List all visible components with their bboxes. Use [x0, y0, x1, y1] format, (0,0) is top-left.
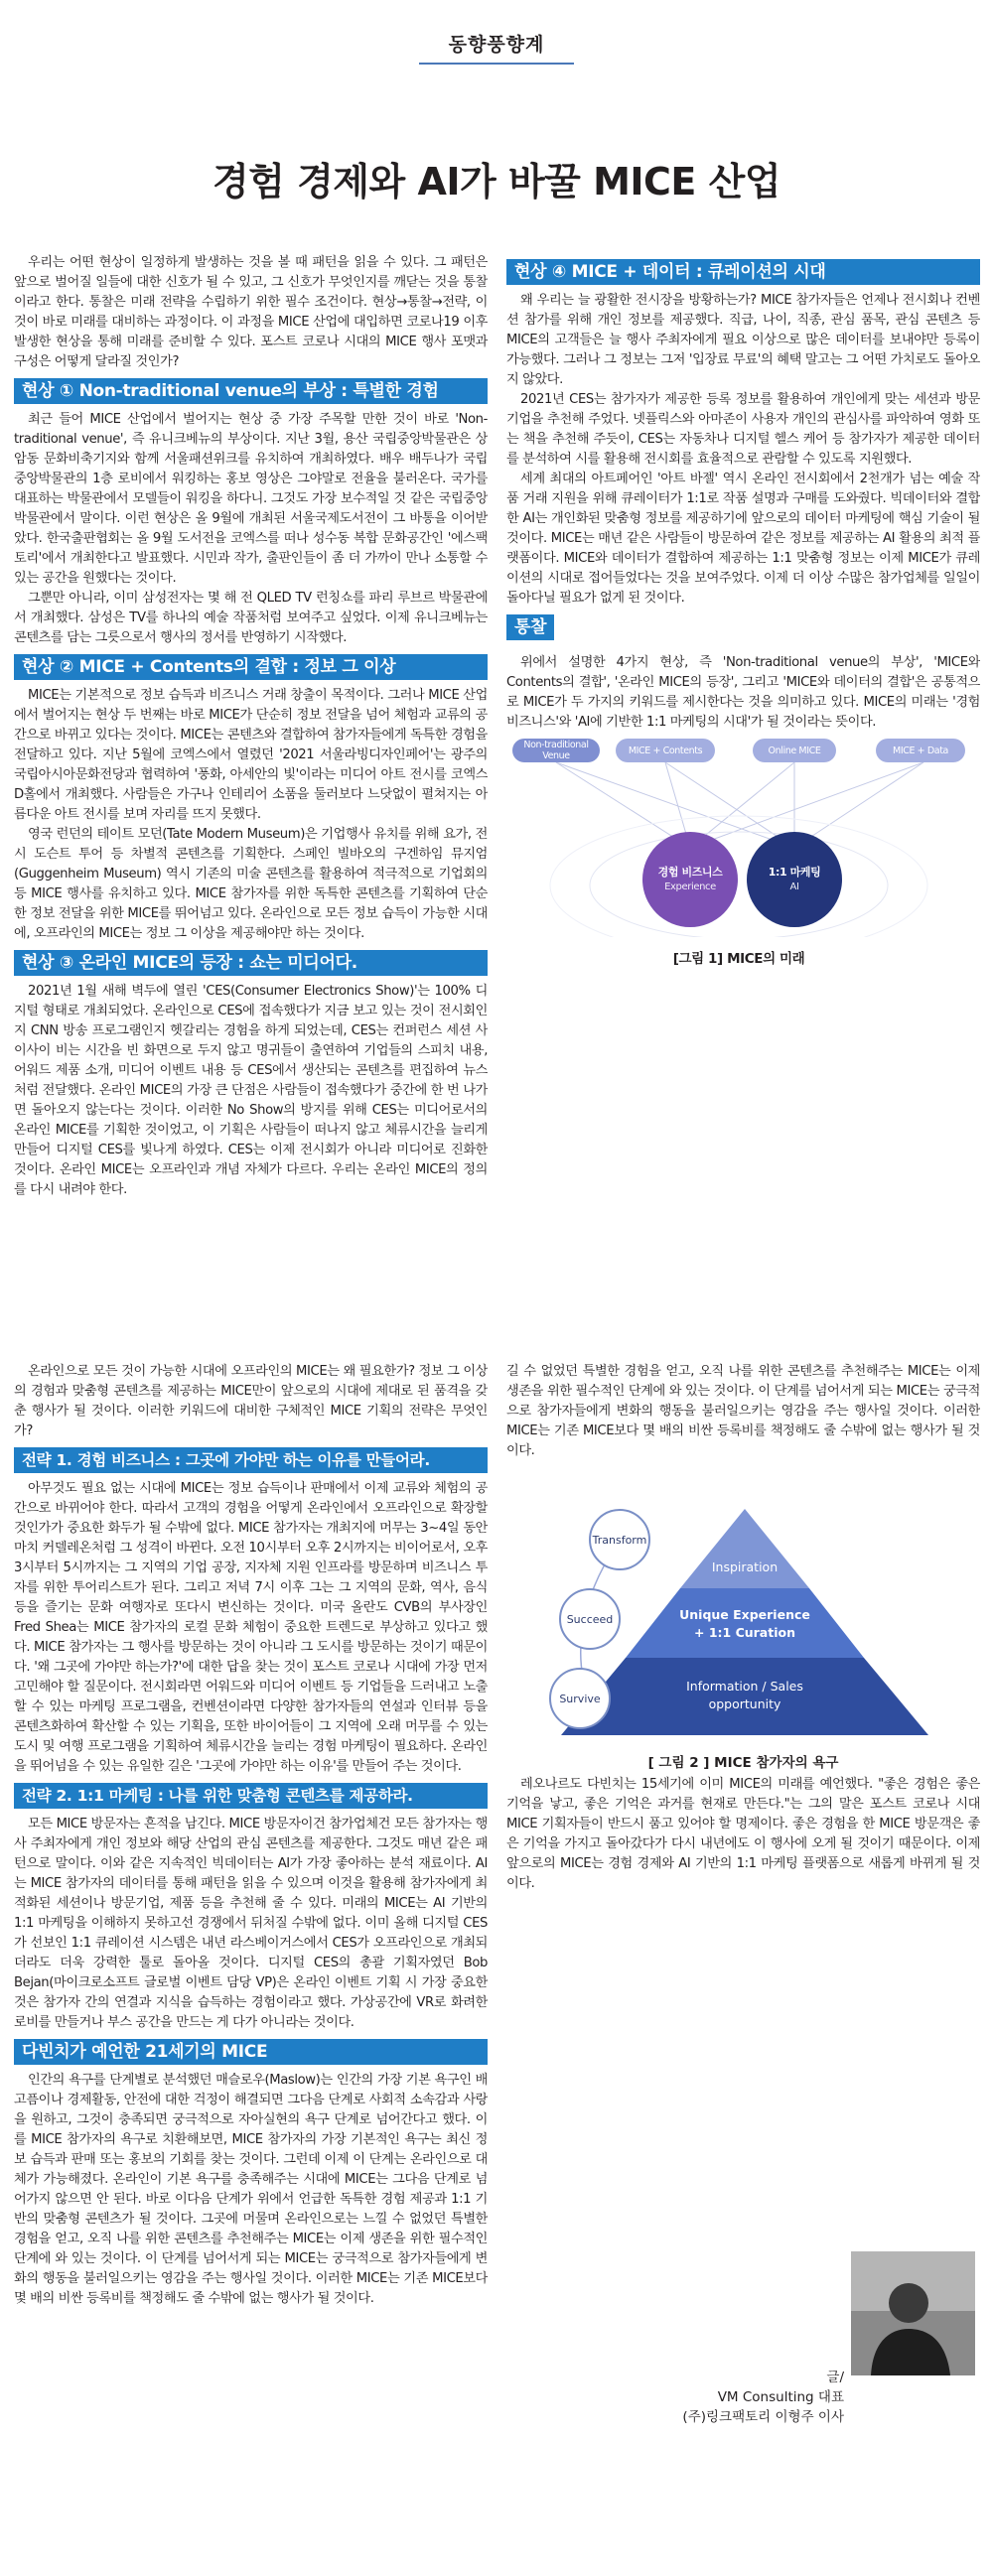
paragraph: 인간의 욕구를 단계별로 분석했던 매슬로우(Maslow)는 인간의 가장 기본 욕구인 배고픔이나 경제활동, 안전에 대한 걱정이 해결되면 그다음 단계로 사회적 소속감과 사랑을 원하고, 그것이 충족되면 궁극적으로 자아실현의 욕구 단계로 넘어간다고 했다. 이를 MICE 참가자의 욕구로 치환해보면, MICE 참가자의 가장 기본적인 욕구는 최신 정보 습득과 판매 또는 홍보의 기회를 찾는 것이다. 그런데 이제 이 단계는 온라인으로 대체가 가능해졌다. 온라인이 기본 욕구를 충족해주는 시대에 MICE는 그다음 단계로 넘어가지 않으면 안 된다. 바로 이다음 단계가 위에서 언급한 독특한 경험 제공과 1:1 기반의 맞춤형 콘텐츠가 될 것이다. 그곳에 머물며 온라인으로는 느낄 수 없었던 특별한 경험을 얻고, 오직 나를 위한 콘텐츠를 추천해주는 MICE는 이제 생존을 위한 필수적인 단계에 와 있는 것이다. 이 단계를 넘어서게 되는 MICE는 궁극적으로 참가자들에게 변화의 행동을 불러일으키는 영감을 주는 행사일 것이다. 이러한 MICE는 기존 MICE보다 몇 배의 비싼 등록비를 책정해도 줄 수밖에 없는 행사가 될 것이다. [14, 2073, 488, 2306]
paragraph: 2021년 1월 새해 벽두에 열린 'CES(Consumer Electronics Show)'는 100% 디지털 형태로 개최되었다. 온라인으로 CES에 접속했다가 지금 보고 있는 것이 전시회인지 CNN 방송 프로그램인지 헷갈리는 경험을 하게 되었는데, CES는 컨퍼런스 세션 사이사이 비는 시간을 빈 화면으로 두지 않고 명귀들이 출연하여 기업들의 스피치 내용, 어워드 제품 소개, 미디어 이벤트 내용 등 CES에서 생산되는 콘텐츠를 편집하여 뉴스처럼 전달했다. 온라인 MICE의 가장 큰 단점은 사람들이 접속했다가 중간에 한 번 나가면 돌아오지 않는다는 것이다. 이러한 No Show의 방지를 위해 CES는 미디어로서의 온라인 MICE를 기획한 것이었고, 이 기획은 사람들이 떠나지 않고 체류시간을 늘리게 만들어 디지털 CES를 빛나게 하였다. CES는 이제 전시회가 아니라 미디어로 진화한 것이다. 온라인 MICE는 오프라인과 개념 자체가 다르다. 우리는 온라인 MICE의 정의를 다시 내려야 한다. [14, 984, 488, 1197]
paragraph: 위에서 설명한 4가지 현상, 즉 'Non-traditional venue의 부상', 'MICE와 Contents의 결합', '온라인 MICE의 등장', 그리고 'MICE와 데이터의 결합'은 공통적으로 MICE가 두 가지의 키워드를 제시한다는 것을 의미하고 있다. MICE의 미래는 '경험 비즈니스'와 'AI에 기반한 1:1 마케팅의 시대'가 될 것이라는 뜻이다. [506, 655, 980, 730]
pyramid-mid-line2: + 1:1 Curation [694, 1625, 795, 1640]
section-tag: 동향풍향계 [419, 30, 574, 65]
paragraph: 아무것도 필요 없는 시대에 MICE는 정보 습득이나 판매에서 이제 교류와 체험의 공간으로 바뀌어야 한다. 따라서 고객의 경험을 어떻게 온라인에서 오프라인으로 확장할 것인가가 중요한 화두가 될 수밖에 없다. MICE 참가자는 개최지에 머무는 3~4일 동안 마치 커델레온처럼 그 성격이 바뀐다. 오전 10시부터 오후 2시까지는 비이어로서, 오후 3시부터 5시까지는 그 지역의 기업 공장, 지자체 지원 인프라를 방문하며 비즈니스 투자를 위한 투어리스트가 된다. 그리고 저녁 7시 이후 그는 그 지역의 문화, 역사, 음식 등을 즐기는 문화 여행자로 또다시 변신하는 것이다. 미국 올란도 CVB의 부사장인 Fred Shea는 MICE 참가자의 로컬 문화 체험이 중요한 트렌드로 부상하고 있다고 했다. MICE 참가자는 그 행사를 방문하는 것이 아니라 그 도시를 방문하는 것이기 때문이다. '왜 그곳에 가야만 하는가?'에 대한 답을 찾는 것이 포스트 코로나 시대에 가장 먼저 고민해야 할 질문이다. 전시회라면 어워드와 미디어 이벤트 등 기업들을 드러내고 노출할 수 있는 마케팅 프로그램을, 컨벤션이라면 다양한 참가자들의 연설과 인터뷰 등을 콘텐츠화하여 확산할 수 있는 기획을, 또한 바이어들이 그 지역에 오래 머무를 수 있는 도시 및 여행 프로그램을 기획하여 체류시간을 늘리는 경험 마케팅이 필요하다. 온라인을 뛰어넘을 수 있는 유일한 길은 '그곳에 가야만 하는 이유'를 만들어 주는 것이다. [14, 1481, 488, 1774]
ring-transform: Transform [589, 1509, 650, 1570]
paragraph: 왜 우리는 늘 광활한 전시장을 방황하는가? MICE 참가자들은 언제나 전시회나 컨벤션 참가를 위해 개인 정보를 제공했다. 직급, 나이, 직종, 관심 품목, 관심 콘텐츠 등 MICE의 고객들은 늘 행사 주최자에게 필요 이상으로 많은 데이터를 보내야만 등록이 가능했다. 그러나 그 정보는 그저 '입장료 무료'의 혜택 말고는 그 어떤 가치로도 돌아오지 않았다. [506, 293, 980, 387]
figure1-connectors [506, 739, 971, 937]
top-right-column [506, 253, 980, 1330]
paragraph: 온라인으로 모든 것이 가능한 시대에 오프라인의 MICE는 왜 필요한가? 정보 그 이상의 경험과 맞춤형 콘텐츠를 제공하는 MICE만이 앞으로의 시대에 제대로 된 품격을 갖춘 행사가 될 것이다. 이러한 키워드에 대비한 구체적인 MICE 기획의 전략은 무엇인가? [14, 1364, 488, 1438]
article-title: 경험 경제와 AI가 바꿀 MICE 산업 [212, 160, 781, 203]
author-portrait-icon [851, 2251, 975, 2375]
paragraph: 최근 들어 MICE 산업에서 벌어지는 현상 중 가장 주목할 만한 것이 바로 'Non-traditional venue', 즉 유니크베뉴의 부상이다. 지난 3월, 용산 국립중앙박물관은 상암동 문화비축기지와 함께 서울패션위크를 유치하여 개최하였다. 배우 배두나가 국립중앙박물관의 1층 로비에서 워킹하는 홍보 영상은 그야말로 전율을 불러온다. 국가를 대표하는 박물관에서 모델들이 워킹을 하다니. 그것도 가장 보수적일 것 같은 국립중앙박물관에서 말이다. 이런 현상은 올 9월에 개최된 서울국제도서전이 그 바통을 이어받았다. 한국출판협회는 올 9월 도서전을 코엑스를 떠나 성수동 복합 문화공간인 '에스팩토리'에서 개최한다고 발표했다. 시민과 작가, 출판인들이 좀 더 가까이 만나 소통할 수 있는 공간을 원했다는 것이다. [14, 412, 488, 586]
author-title: VM Consulting 대표 [717, 2389, 844, 2405]
heading-davinci: 다빈치가 예언한 21세기의 MICE [14, 2039, 488, 2065]
circle-left-sub: Experience [664, 881, 716, 892]
author-info [636, 2368, 844, 2427]
pyramid-mid-label [640, 1606, 849, 1642]
heading-phenomenon-1: 현상 ① Non-traditional venue의 부상 : 특별한 경험 [14, 378, 488, 404]
bottom-left-column [14, 1362, 488, 2568]
heading-insight: 통찰 [506, 614, 554, 640]
circle-one-to-one-marketing [747, 832, 842, 927]
paragraph: 세계 최대의 아트페어인 '아트 바젤' 역시 온라인 전시회에서 2천개가 넘는 예술 작품 거래 지원을 위해 큐레이터가 1:1로 작품 설명과 구매를 도와줬다. 빅데이터와 결합한 AI는 개인화된 맞춤형 정보를 제공하기에 앞으로의 데이터 마케팅에 핵심 기술이 될 것이다. MICE는 매년 같은 사람들이 방문하여 같은 정보를 제공하는 AI 활용의 최적 플랫폼이다. MICE와 데이터가 결합하여 제공하는 1:1 맞춤형 정보는 이제 MICE가 큐레이션의 시대로 접어들었다는 것을 보여주었다. 이제 더 이상 수많은 참가업체를 일일이 돌아다닐 필요가 없게 된 것이다. [506, 472, 980, 606]
heading-phenomenon-2: 현상 ② MICE + Contents의 결합 : 정보 그 이상 [14, 654, 488, 680]
pyramid-bottom-line1: Information / Sales [686, 1679, 803, 1694]
author-photo [851, 2251, 975, 2375]
pill-mice-data: MICE + Data [876, 739, 965, 762]
circle-experience-business [642, 832, 738, 927]
paragraph: 영국 런던의 테이트 모던(Tate Modern Museum)은 기업행사 유치를 위해 요가, 전시 도슨트 투어 등 차별적 콘텐츠를 기획한다. 스페인 빌바오의 구겐하임 뮤지엄(Guggenheim Museum) 역시 기존의 미술 콘텐츠를 활용하여 적극적으로 기업회의 등 MICE 행사를 유치하고 있다. MICE 참가자를 위한 독특한 콘텐츠를 기획하여 단순한 정보 전달을 위한 MICE를 뛰어넘고 있다. 온라인으로 모든 정보 습득이 가능한 시대에, 오프라인의 MICE는 정보 그 이상을 제공해야만 하는 것이다. [14, 827, 488, 941]
author-name: (주)링크팩토리 이형주 이사 [682, 2409, 844, 2425]
paragraph: 모든 MICE 방문자는 흔적을 남긴다. MICE 방문자이건 참가업체건 모든 참가자는 행사 주최자에게 개인 정보와 해당 산업의 관심 콘텐츠를 제공한다. 그것도 매년 같은 패턴으로 말이다. 이와 같은 지속적인 빅데이터는 AI가 가장 좋아하는 분석 재료이다. AI는 MICE 참가자의 데이터를 통해 패턴을 읽을 수 있으며 이것을 활용해 참가자에게 최적화된 세션이나 방문기업, 제품 등을 추천해 줄 수 있다. 미래의 MICE는 AI 기반의 1:1 마케팅을 이해하지 못하고선 경쟁에서 뒤처질 수밖에 없다. 이미 올해 디지털 CES가 선보인 1:1 큐레이션 시스템은 내년 라스베이거스에서 CES가 오프라인으로 개최되더라도 더욱 강력한 툴로 돌아올 것이다. 디지털 CES의 총괄 기획자였던 Bob Bejan(마이크로소프트 글로벌 이벤트 담당 VP)은 온라인 이벤트 기획 시 가장 중요한 것은 참가자 간의 연결과 지식을 습득하는 경험이라고 했다. 가상공간에 VR로 화려한 로비를 만들거나 부스 공간을 만드는 게 다가 아니라는 것이다. [14, 1817, 488, 2030]
paragraph-continued: 길 수 없었던 특별한 경험을 얻고, 오직 나를 위한 콘텐츠를 추천해주는 MICE는 이제 생존을 위한 필수적인 단계에 와 있는 것이다. 이 단계를 넘어서게 되는 MICE는 궁극적으로 참가자들에게 변화의 행동을 불러일으키는 영감을 주는 행사일 것이다. 이러한 MICE는 기존 MICE보다 몇 배의 비싼 등록비를 책정해도 줄 수밖에 없는 행사가 될 것이다. [506, 1364, 980, 1458]
heading-strategy-2: 전략 2. 1:1 마케팅 : 나를 위한 맞춤형 콘텐츠를 제공하라. [14, 1783, 488, 1809]
ring-survive: Survive [549, 1668, 611, 1729]
pyramid-top-label: Inspiration [711, 1559, 779, 1574]
author-prefix: 글/ [826, 2370, 844, 2385]
pill-online-mice: Online MICE [753, 739, 836, 762]
paragraph: 그뿐만 아니라, 이미 삼성전자는 몇 해 전 QLED TV 런칭쇼를 파리 루브르 박물관에서 개최했다. 삼성은 TV를 하나의 예술 작품처럼 보여주고 싶었다. 이제 유니크베뉴는 콘텐츠를 담는 그릇으로서 행사의 정서를 반영하기 시작했다. [14, 591, 488, 645]
figure2-caption: [ 그림 2 ] MICE 참가자의 욕구 [647, 1755, 839, 1771]
paragraph: 2021년 CES는 참가자가 제공한 등록 정보를 활용하여 개인에게 맞는 세션과 방문 기업을 추천해 주었다. 넷플릭스와 아마존이 사용자 개인의 관심사를 파악하여 영화 또는 책을 추천해 주듯이, CES는 자동차나 디지털 헬스 케어 등 참가자가 제공한 데이터를 분석하여 시를 활용해 전시회를 효율적으로 관람할 수 있도록 지원했다. [506, 392, 980, 467]
circle-right-sub: AI [789, 881, 799, 892]
pill-mice-contents: MICE + Contents [616, 739, 715, 762]
intro-paragraph: 우리는 어떤 현상이 일정하게 발생하는 것을 볼 때 패턴을 읽을 수 있다. 그 패턴은 앞으로 벌어질 일들에 대한 신호가 될 수 있고, 그 신호가 무엇인지를 깨닫는 것을 통찰이라고 한다. 통찰은 미래 전략을 수립하기 위한 필수 조건이다. 현상→통찰→전략, 이것이 바로 미래를 대비하는 과정이다. 이 과정을 MICE 산업에 대입하면 코로나19 이후 발생한 현상을 통해 미래를 준비할 수 있다. 포스트 코로나 시대의 MICE 행사 포맷과 구성은 어떻게 달라질 것인가? [14, 255, 488, 369]
heading-strategy-1: 전략 1. 경험 비즈니스 : 그곳에 가야만 하는 이유를 만들어라. [14, 1447, 488, 1473]
pyramid-mid-line1: Unique Experience [679, 1607, 810, 1622]
bottom-right-column-bottom [506, 1775, 980, 1949]
top-left-column [14, 253, 488, 1330]
pyramid-bottom-line2: opportunity [708, 1696, 781, 1711]
figure1-caption: [그림 1] MICE의 미래 [672, 951, 805, 967]
circle-right-title: 1:1 마케팅 [768, 866, 821, 879]
heading-phenomenon-3: 현상 ③ 온라인 MICE의 등장 : 쇼는 미디어다. [14, 950, 488, 976]
davinci-paragraph: 레오나르도 다빈치는 15세기에 이미 MICE의 미래를 예언했다. "좋은 경험은 좋은 기억을 낳고, 좋은 기억은 과거를 현재로 만든다."는 그의 말은 포스트 코로나 시대 MICE 기획자들이 반드시 품고 있어야 할 명제이다. 좋은 경험을 한 MICE 방문객은 좋은 기억을 가지고 돌아갔다가 다시 내년에도 이 행사에 오게 될 것이기 때문이다. 이제 앞으로의 MICE는 경험 경제와 AI 기반의 1:1 마케팅 플랫폼으로 새롭게 바뀌게 될 것이다. [506, 1777, 980, 1891]
heading-phenomenon-4: 현상 ④ MICE + 데이터 : 큐레이션의 시대 [506, 259, 980, 285]
figure-participant-needs [521, 1489, 968, 1737]
pyramid-bottom-label [611, 1678, 879, 1713]
bottom-right-column-top [506, 1362, 980, 1479]
circle-left-title: 경험 비즈니스 [657, 866, 723, 879]
pill-non-traditional-venue: Non-traditional Venue [512, 739, 600, 762]
figure-mice-future [506, 739, 971, 967]
ring-succeed: Succeed [559, 1588, 621, 1650]
paragraph: MICE는 기본적으로 정보 습득과 비즈니스 거래 창출이 목적이다. 그러나 MICE 산업에서 벌어지는 현상 두 번째는 바로 MICE가 단순히 정보 전달을 넘어 체험과 교류의 공간으로 바뀌고 있다는 것이다. MICE는 콘텐츠와 결합하여 참가자들에게 독특한 경험을 전달하고 있다. 지난 5월에 코엑스에서 열렸던 '2021 서울라빙디자인페어'는 광주의 국립아시아문화전당과 협력하여 '풍화, 아세안의 빛'이라는 미디어 아트 전시를 코엑스 D홀에서 개최했다. 사람들은 가구나 인테리어 소품을 둘러보다 느닷없이 펼쳐지는 아름다운 아트 전시를 보며 자리를 뜨지 못했다. [14, 688, 488, 822]
